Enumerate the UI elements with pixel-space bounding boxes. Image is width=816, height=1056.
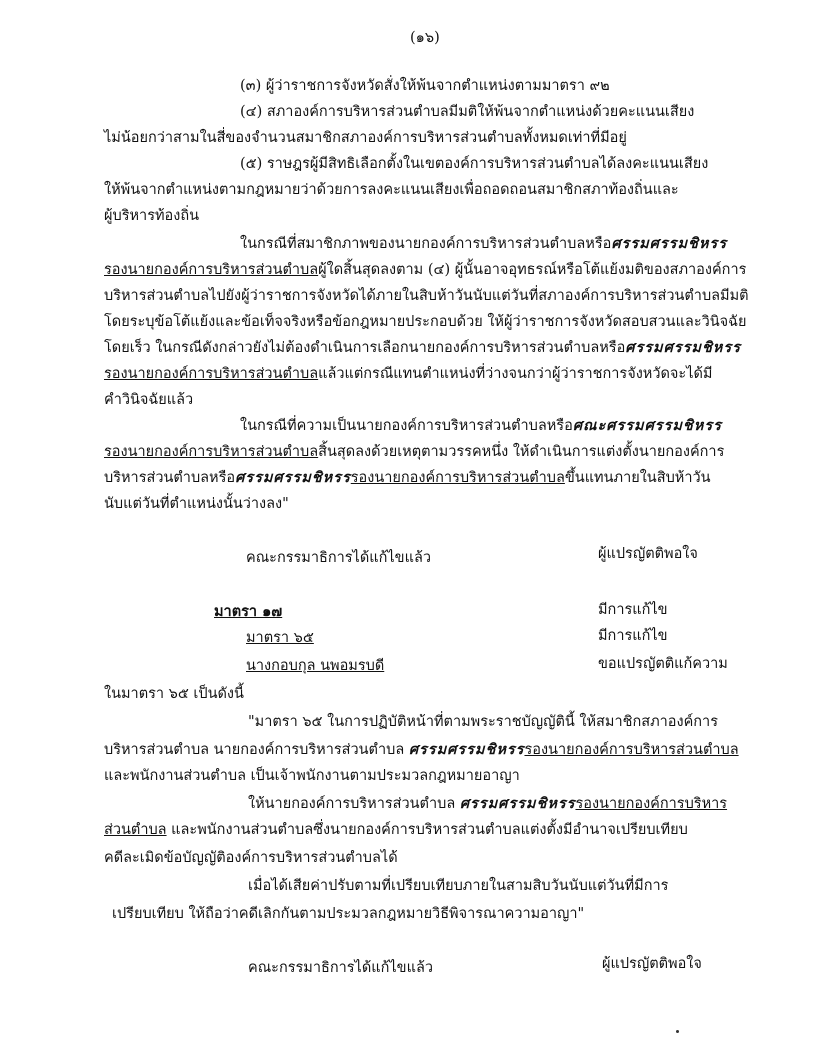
para3-line-5-text: และพนักงานส่วนตำบลซึ่งนายกองค์การบริหารส่วนตำบลแต่งตั้งมีอำนาจเปรียบเทียบ bbox=[166, 822, 688, 838]
scan-speck bbox=[676, 1030, 679, 1033]
section-sub: มาตรา ๖๕ bbox=[246, 630, 314, 646]
para3-line-8: เปรียบเทียบ ให้ถือว่าคดีเลิกกันตามประมวลกฎหมายวิธีพิจารณาความอาญา" bbox=[112, 906, 585, 922]
committee-decision: คณะกรรมาธิการได้แก้ไขแล้ว bbox=[246, 550, 431, 566]
para2-line-3-tail: ขึ้นแทนภายในสิบห้าวัน bbox=[564, 470, 711, 486]
para3-line-2 bbox=[104, 740, 739, 760]
para3-line-1: "มาตรา ๖๕ ในการปฏิบัติหน้าที่ตามพระราชบัญญัตินี้ ให้สมาชิกสภาองค์การ bbox=[248, 714, 718, 730]
para1-line-1 bbox=[240, 234, 727, 254]
para1-line-2-text: ผู้ใดสิ้นสุดลงตาม (๔) ผู้นั้นอาจอุทธรณ์หรือโต้แย้งมติของสภาองค์การ bbox=[318, 262, 747, 278]
para1-line-5 bbox=[104, 338, 741, 358]
para3-line-2-text: บริหารส่วนตำบล นายกองค์การบริหารส่วนตำบล bbox=[104, 742, 409, 758]
amender-satisfied: ผู้แปรญัตติพอใจ bbox=[602, 956, 702, 972]
para2-line-4: นับแต่วันที่ตำแหน่งนั้นว่างลง" bbox=[104, 496, 289, 512]
para3-line-3: และพนักงานส่วนตำบล เป็นเจ้าพนักงานตามประมวลกฎหมายอาญา bbox=[104, 768, 520, 784]
para2-line-2 bbox=[104, 442, 724, 462]
para2-line-3 bbox=[104, 468, 711, 488]
inserted-text: รองนายกองค์การบริหารส่วนตำบล bbox=[524, 742, 739, 758]
para3-line-6: คดีละเมิดข้อบัญญัติองค์การบริหารส่วนตำบลได้ bbox=[104, 850, 398, 866]
section-sub-status: มีการแก้ไข bbox=[598, 628, 668, 644]
para1-line-2 bbox=[104, 260, 746, 280]
section-intro: ในมาตรา ๖๕ เป็นดังนี้ bbox=[104, 686, 244, 702]
para1-line-6-text: แล้วแต่กรณีแทนตำแหน่งที่ว่างจนกว่าผู้ว่าราชการจังหวัดจะได้มี bbox=[318, 366, 713, 382]
member-status: ขอแปรญัตติแก้ความ bbox=[598, 656, 728, 672]
para1-line-7: คำวินิจฉัยแล้ว bbox=[104, 392, 194, 408]
item-4-line-1: (๔) สภาองค์การบริหารส่วนตำบลมีมติให้พ้นจากตำแหน่งด้วยคะแนนเสียง bbox=[240, 104, 695, 120]
section-title: มาตรา ๑๗ bbox=[214, 603, 283, 620]
item-5-line-3: ผู้บริหารท้องถิ่น bbox=[104, 208, 200, 224]
inserted-text: รองนายกองค์การบริหารส่วนตำบล bbox=[104, 444, 319, 460]
para1-line-1-text: ในกรณีที่สมาชิกภาพของนายกองค์การบริหารส่วนตำบลหรือ bbox=[240, 236, 612, 252]
inserted-text: รองนายกองค์การบริหารส่วนตำบล bbox=[350, 470, 565, 486]
section-title-status: มีการแก้ไข bbox=[598, 602, 668, 618]
para3-line-4-text: ให้นายกองค์การบริหารส่วนตำบล bbox=[248, 796, 460, 812]
item-3: (๓) ผู้ว่าราชการจังหวัดสั่งให้พ้นจากตำแหน่งตามมาตรา ๙๒ bbox=[240, 78, 610, 94]
struck-text: ศรรมศรรมชิหรร bbox=[611, 235, 727, 252]
item-5-line-2: ให้พ้นจากตำแหน่งตามกฎหมายว่าด้วยการลงคะแนนเสียงเพื่อถอดถอนสมาชิกสภาท้องถิ่นและ bbox=[104, 182, 679, 198]
committee-decision: คณะกรรมาธิการได้แก้ไขแล้ว bbox=[248, 960, 433, 976]
struck-text: ศรรมศรรมชิหรร bbox=[408, 741, 525, 758]
para2-line-1-text: ในกรณีที่ความเป็นนายกองค์การบริหารส่วนตำบลหรือ bbox=[240, 418, 573, 434]
para1-line-6 bbox=[104, 364, 712, 384]
inserted-text: ส่วนตำบล bbox=[104, 822, 167, 838]
para1-line-5-text: โดยเร็ว ในกรณีดังกล่าวยังไม่ต้องดำเนินการเลือกนายกองค์การบริหารส่วนตำบลหรือ bbox=[104, 340, 626, 356]
para2-line-1 bbox=[240, 416, 722, 436]
inserted-text: รองนายกองค์การบริหาร bbox=[575, 796, 728, 812]
struck-text: ศรรมศรรมชิหรร bbox=[459, 795, 576, 812]
page-number: (๑๖) bbox=[410, 30, 440, 46]
item-4-line-2: ไม่น้อยกว่าสามในสี่ของจำนวนสมาชิกสภาองค์การบริหารส่วนตำบลทั้งหมดเท่าที่มีอยู่ bbox=[104, 130, 627, 146]
para2-line-3-text: บริหารส่วนตำบลหรือ bbox=[104, 470, 236, 486]
para3-line-7: เมื่อได้เสียค่าปรับตามที่เปรียบเทียบภายในสามสิบวันนับแต่วันที่มีการ bbox=[248, 878, 669, 894]
para3-line-4 bbox=[248, 794, 727, 814]
para3-line-5 bbox=[104, 820, 688, 840]
para1-line-4: โดยระบุข้อโต้แย้งและข้อเท็จจริงหรือข้อกฎหมายประกอบด้วย ให้ผู้ว่าราชการจังหวัดสอบสวนและวินิจฉัย bbox=[104, 314, 747, 330]
inserted-text: รองนายกองค์การบริหารส่วนตำบล bbox=[104, 262, 319, 278]
struck-text: ศรรมศรรมชิหรร bbox=[235, 469, 351, 486]
struck-text: ศณะศรรมศรรมชิหรร bbox=[572, 417, 722, 434]
amender-satisfied: ผู้แปรญัตติพอใจ bbox=[598, 546, 698, 562]
para1-line-3: บริหารส่วนตำบลไปยังผู้ว่าราชการจังหวัดได้ภายในสิบห้าวันนับแต่วันที่สภาองค์การบริหารส่วนตำบลมีมติ bbox=[104, 288, 749, 304]
para2-line-2-text: สิ้นสุดลงด้วยเหตุตามวรรคหนึ่ง ให้ดำเนินการแต่งตั้งนายกองค์การ bbox=[318, 444, 725, 460]
struck-text: ศรรมศรรมชิหรร bbox=[625, 339, 741, 356]
item-5-line-1: (๕) ราษฎรผู้มีสิทธิเลือกตั้งในเขตองค์การบริหารส่วนตำบลได้ลงคะแนนเสียง bbox=[240, 156, 709, 172]
member-name: นางกอบกุล นพอมรบดี bbox=[246, 658, 385, 674]
inserted-text: รองนายกองค์การบริหารส่วนตำบล bbox=[104, 366, 319, 382]
